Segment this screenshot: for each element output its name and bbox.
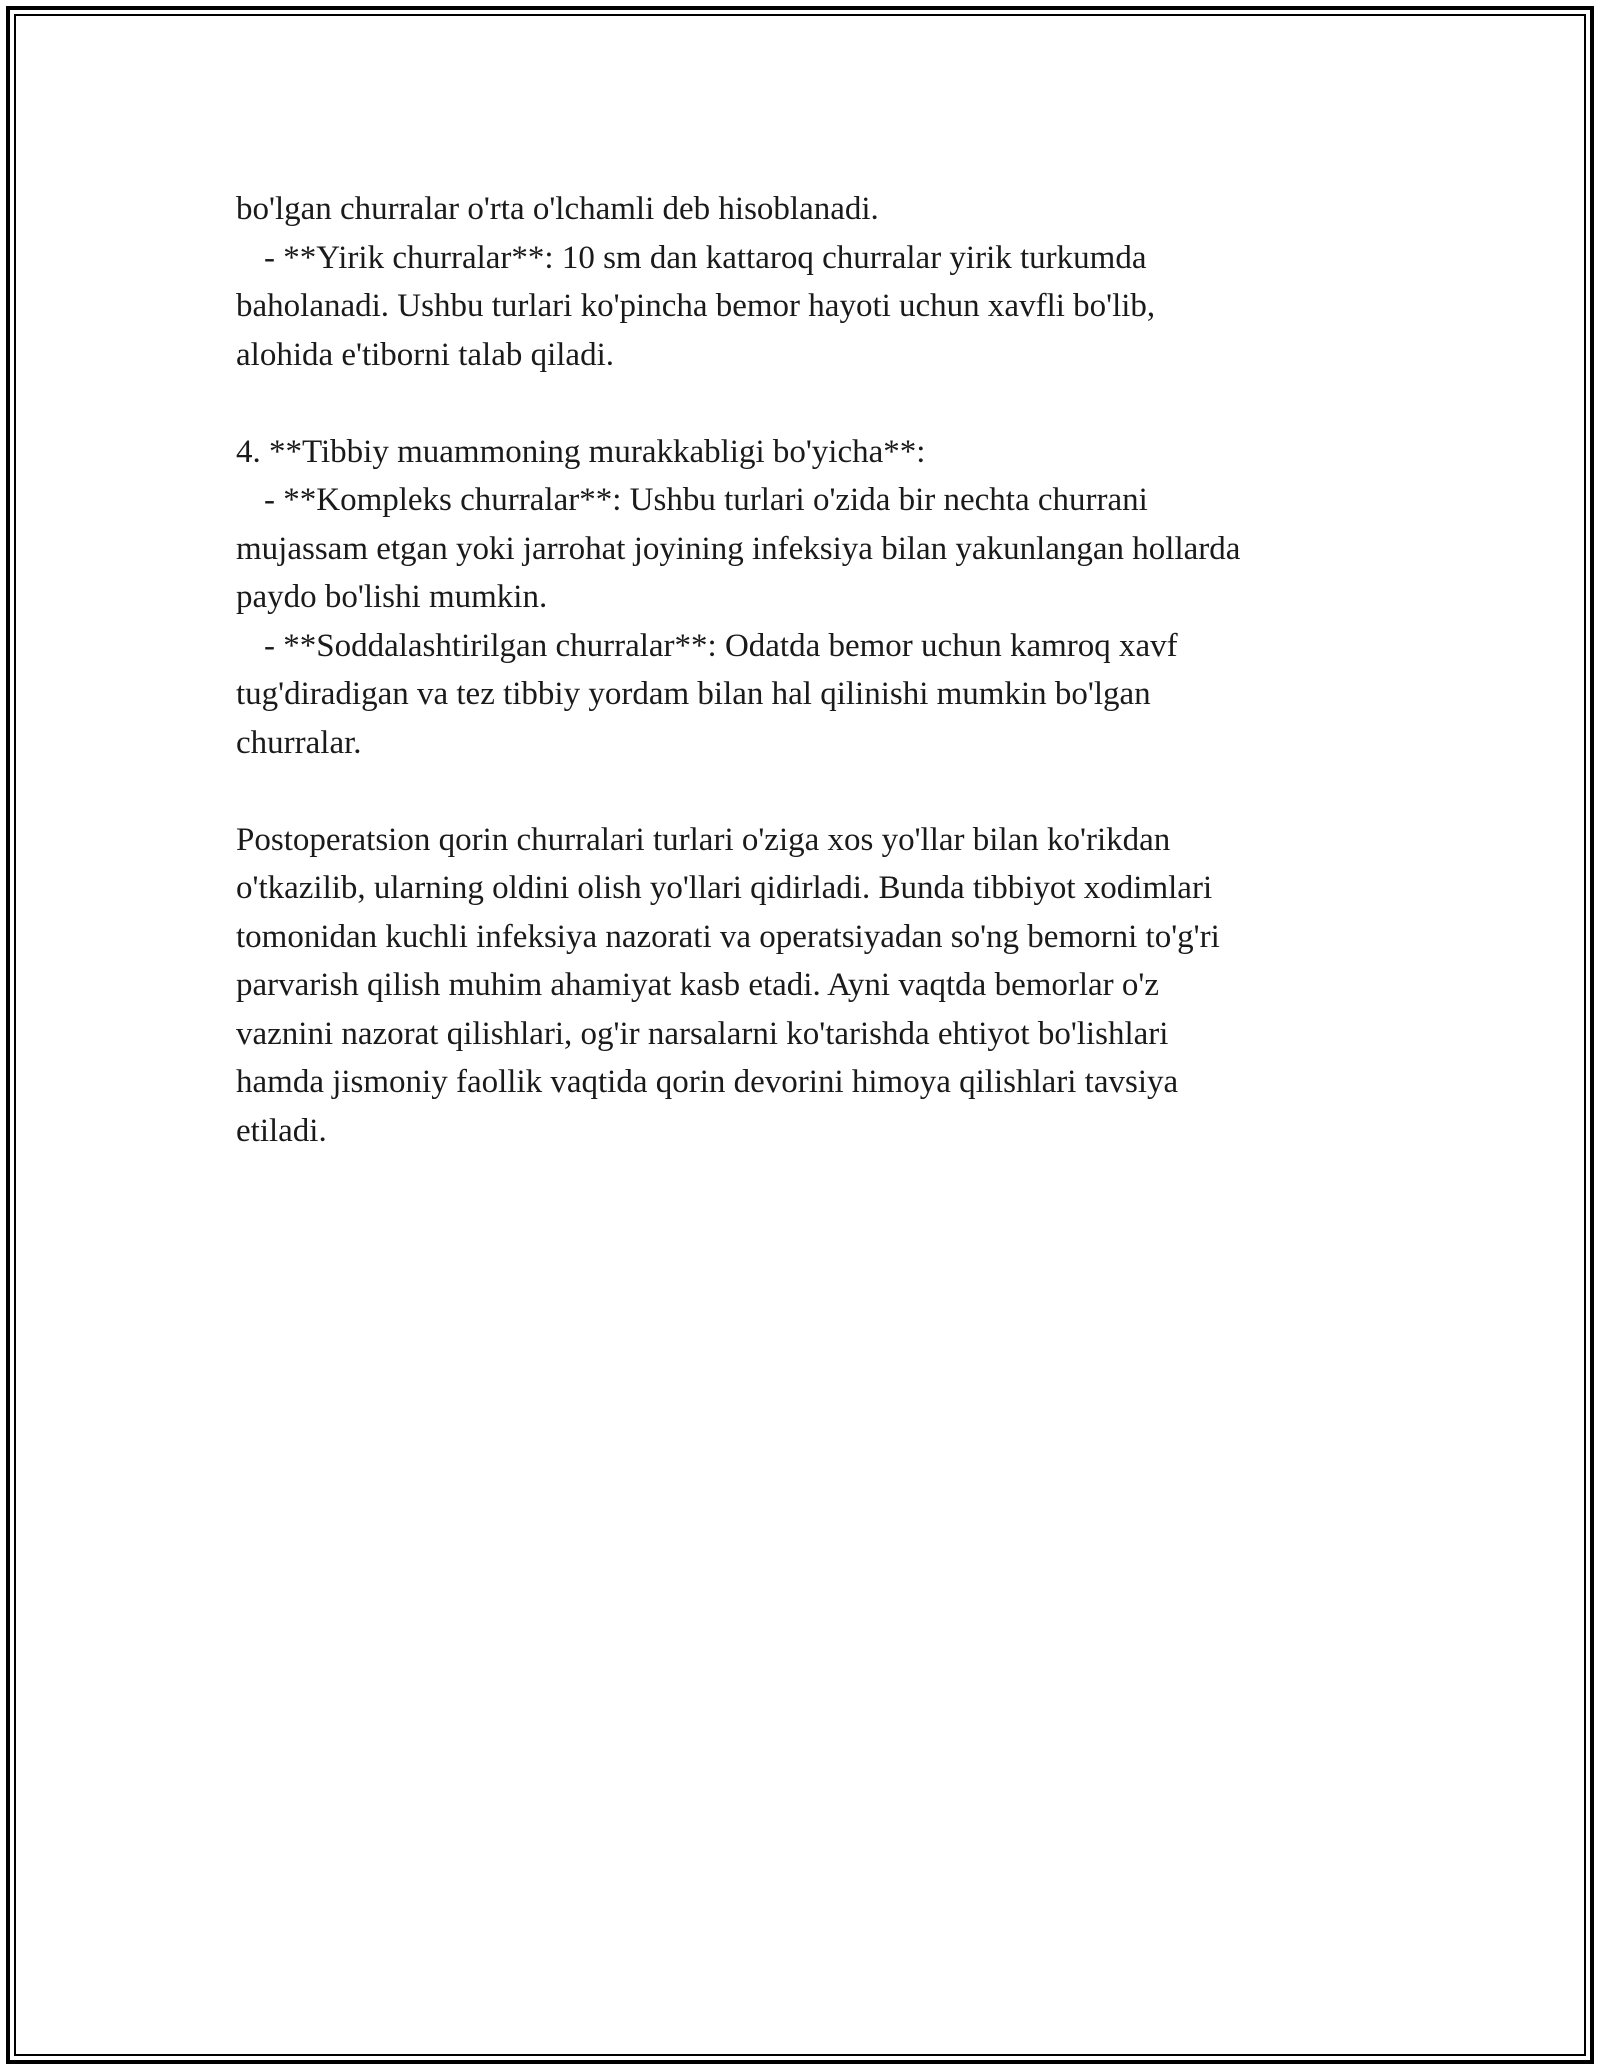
text-line: bo'lgan churralar o'rta o'lchamli deb hisoblanadi.	[236, 191, 879, 227]
text-line: churralar.	[236, 724, 362, 761]
text-line: tug'diradigan va tez tibbiy yordam bilan hal qilinishi mumkin bo'lgan	[236, 676, 1151, 712]
paragraph-line: hamda jismoniy faollik vaqtida qorin devorini himoya qilishlari tavsiya	[236, 1064, 1179, 1100]
section-heading-line: 4. **Tibbiy muammoning murakkabligi bo'yicha**:	[236, 433, 926, 470]
paragraph-line: Postoperatsion qorin churralari turlari o'ziga xos yo'llar bilan ko'rikdan	[236, 821, 1171, 858]
paragraph-line: vaznini nazorat qilishlari, og'ir narsalarni ko'tarishda ehtiyot bo'lishlari	[236, 1015, 1169, 1052]
list-item-line: - **Kompleks churralar**: Ushbu turlari o'zida bir nechta churrani	[264, 482, 1148, 518]
blank-line	[236, 379, 1366, 428]
text-line: baholanadi. Ushbu turlari ko'pincha bemor hayoti uchun xavfli bo'lib,	[236, 288, 1156, 324]
paragraph-line: tomonidan kuchli infeksiya nazorati va operatsiyadan so'ng bemorni to'g'ri	[236, 918, 1220, 955]
paragraph-line: o'tkazilib, ularning oldini olish yo'llari qidirladi. Bunda tibbiyot xodimlari	[236, 870, 1213, 906]
paragraph-line: parvarish qilish muhim ahamiyat kasb etadi. Ayni vaqtda bemorlar o'z	[236, 967, 1160, 1003]
paragraph-line: etiladi.	[236, 1112, 327, 1149]
document-body	[236, 185, 1366, 1155]
list-item-line: - **Soddalashtirilgan churralar**: Odatda bemor uchun kamroq xavf	[264, 627, 1178, 664]
text-line: mujassam etgan yoki jarrohat joyining infeksiya bilan yakunlangan hollarda	[236, 530, 1241, 567]
text-line: paydo bo'lishi mumkin.	[236, 579, 548, 615]
blank-line	[236, 767, 1366, 816]
list-item-line: - **Yirik churralar**: 10 sm dan kattaroq churralar yirik turkumda	[264, 239, 1147, 276]
text-line: alohida e'tiborni talab qiladi.	[236, 336, 615, 373]
